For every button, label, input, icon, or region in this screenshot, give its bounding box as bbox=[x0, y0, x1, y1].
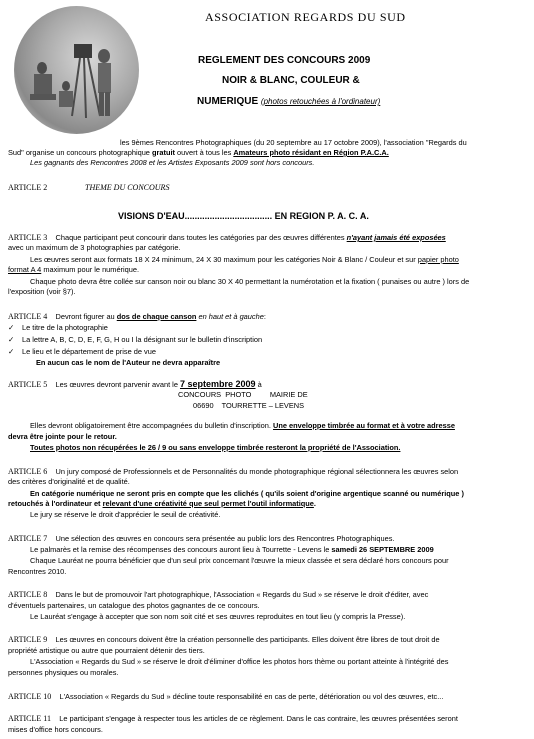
article-3-label: ARTICLE 3 bbox=[8, 233, 48, 242]
article-5-date: 7 septembre 2009 bbox=[179, 379, 256, 389]
article-9-line-3: L'Association « Regards du Sud » se réserve le droit d'éliminer d'office les photos hors thème ou portant atteinte à l'intégrité des bbox=[30, 657, 449, 666]
article-10-text: L'Association « Regards du Sud » décline toute responsabilité en cas de perte, détérioration ou vol des œuvres, etc... bbox=[59, 692, 444, 701]
article-7-ceremony: Le palmarès et la remise des récompenses des concours auront lieu à Tourrette - Levens le bbox=[30, 545, 332, 554]
check-icon: ✓ bbox=[8, 335, 15, 344]
article-4-line-1 bbox=[8, 312, 528, 323]
article-8-label: ARTICLE 8 bbox=[8, 590, 48, 599]
article-5-address-2: 06690 TOURRETTE – LEVENS bbox=[193, 401, 305, 410]
article-3-line-5: Chaque photo devra être collée sur canson noir ou blanc 30 X 40 permettant la numérotation et la fixation ( punaises ou autre ) lors de bbox=[30, 277, 470, 286]
article-5-a: à bbox=[255, 380, 262, 389]
article-7-date: samedi 26 SEPTEMBRE 2009 bbox=[331, 545, 434, 554]
article-4-item-text: Le lieu et le département de prise de vue bbox=[22, 347, 156, 356]
article-3-line-1 bbox=[8, 233, 528, 244]
article-11-line-2: mises d'office hors concours. bbox=[8, 725, 103, 734]
article-2-label: ARTICLE 2 bbox=[8, 183, 48, 192]
article-5-line-4: Toutes photos non récupérées le 26 / 9 ou sans enveloppe timbrée resteront la propriété de l'Association. bbox=[30, 443, 401, 452]
article-3-line-6: l'exposition (voir §7). bbox=[8, 287, 76, 296]
article-5-line-1 bbox=[8, 379, 528, 391]
title-line-3 bbox=[197, 96, 380, 107]
intro-line-3: Les gagnants des Rencontres 2008 et les Artistes Exposants 2009 sont hors concours. bbox=[30, 158, 315, 167]
article-3-format-a4: format A 4 bbox=[8, 265, 42, 274]
intro-line-1: les 9èmes Rencontres Photographiques (du 20 septembre au 17 octobre 2009), l'association "Regards du bbox=[120, 138, 467, 147]
article-7-line-3: Chaque Lauréat ne pourra bénéficier que d'un seul prix concernant l'œuvre la mieux classée et sera déclaré hors concours pour bbox=[30, 556, 449, 565]
title-line-3-text: NUMERIQUE bbox=[197, 96, 259, 107]
article-2-theme: THEME DU CONCOURS bbox=[85, 183, 170, 192]
article-9-line-2: propriété artistique ou autre que pourraient détenir des tiers. bbox=[8, 646, 205, 655]
article-4-text: Devront figurer au bbox=[55, 312, 117, 321]
article-10-line-1 bbox=[8, 692, 528, 703]
article-7-text: Une sélection des œuvres en concours sera présentée au public lors des Rencontres Photographiques. bbox=[55, 534, 395, 543]
article-5-address-1: CONCOURS PHOTO MAIRIE DE bbox=[178, 390, 308, 399]
article-8-text: Dans le but de promouvoir l'art photographique, l'Association « Regards du Sud » se réserve le droit d'éditer, avec bbox=[55, 590, 429, 599]
article-4-item-3 bbox=[8, 347, 528, 358]
article-4-item-1 bbox=[8, 323, 528, 334]
article-3-never-exhibited: n'ayant jamais été exposées bbox=[346, 233, 446, 242]
article-9-label: ARTICLE 9 bbox=[8, 635, 48, 644]
article-3-line-3 bbox=[8, 255, 534, 266]
article-9-text: Les œuvres en concours doivent être la création personnelle des participants. Elles doivent être libres de tout droit de bbox=[55, 635, 440, 644]
article-7-label: ARTICLE 7 bbox=[8, 534, 48, 543]
article-5-envelope: Une enveloppe timbrée au format et à votre adresse bbox=[272, 421, 455, 430]
contest-theme-title: VISIONS D'EAU................................... EN REGION P. A. C. A. bbox=[118, 211, 369, 221]
article-6-line-3: En catégorie numérique ne seront pris en compte que les clichés ( qu'ils soient d'origine argentique scanné ou numérique ) bbox=[30, 489, 464, 498]
article-6-period: . bbox=[313, 499, 316, 508]
article-4-back: dos de chaque canson bbox=[116, 312, 197, 321]
article-6-line-1 bbox=[8, 467, 528, 478]
article-4-colon: : bbox=[263, 312, 266, 321]
article-8-line-2: d'éventuels partenaires, un catalogue des photos gagnantes de ce concours. bbox=[8, 601, 260, 610]
association-name: ASSOCIATION REGARDS DU SUD bbox=[205, 10, 406, 24]
title-line-3-subtitle: (photos retouchées à l'ordinateur) bbox=[260, 97, 381, 106]
intro-text-2: ouvert à tous les bbox=[174, 148, 234, 157]
check-icon: ✓ bbox=[8, 323, 15, 332]
article-10-label: ARTICLE 10 bbox=[8, 692, 52, 701]
article-7-line-2 bbox=[8, 545, 534, 556]
article-4-item-text: Le titre de la photographie bbox=[22, 323, 108, 332]
article-6-retouched: retouchés à l'ordinateur et bbox=[8, 499, 103, 508]
article-3-formats: Les œuvres seront aux formats 18 X 24 minimum, 24 X 30 maximum pour les catégories Noir & Blanc / Couleur et sur bbox=[30, 255, 418, 264]
title-line-1: REGLEMENT DES CONCOURS 2009 bbox=[198, 55, 371, 66]
article-3-line-4 bbox=[8, 265, 528, 276]
article-4-item-2 bbox=[8, 335, 528, 346]
article-8-line-3: Le Lauréat s'engage à accepter que son nom soit cité et ses œuvres reproduites en tout lieu (y compris la Presse). bbox=[30, 612, 406, 621]
article-4-warning: En aucun cas le nom de l'Auteur ne devra apparaître bbox=[36, 358, 221, 367]
intro-text: Sud" organise un concours photographique bbox=[8, 148, 152, 157]
article-11-label: ARTICLE 11 bbox=[8, 714, 51, 723]
intro-line-2 bbox=[8, 148, 528, 159]
article-6-line-2: des critères d'originalité et de qualité. bbox=[8, 477, 130, 486]
article-6-line-5: Le jury se réserve le droit d'apprécier le seuil de créativité. bbox=[30, 510, 221, 519]
article-9-line-1 bbox=[8, 635, 528, 646]
article-5-line-2 bbox=[8, 421, 534, 432]
header-photo bbox=[14, 6, 139, 134]
article-3-text: Chaque participant peut concourir dans toutes les catégories par des œuvres différentes bbox=[55, 233, 347, 242]
article-11-line-1 bbox=[8, 714, 528, 725]
article-4-position: en haut et à gauche bbox=[196, 312, 264, 321]
article-11-text: Le participant s'engage à respecter tous les articles de ce règlement. Dans le cas contraire, les œuvres présentées seront bbox=[59, 714, 458, 723]
photographer-image bbox=[14, 6, 139, 134]
article-6-line-4 bbox=[8, 499, 528, 510]
article-5-bulletin: Elles devront obligatoirement être accompagnées du bulletin d'inscription. bbox=[30, 421, 273, 430]
article-4-item-text: La lettre A, B, C, D, E, F, G, H ou I la désignant sur le bulletin d'inscription bbox=[22, 335, 263, 344]
article-7-line-1 bbox=[8, 534, 528, 545]
article-5-line-3: devra être jointe pour le retour. bbox=[8, 432, 117, 441]
article-8-line-1 bbox=[8, 590, 528, 601]
article-3-papier-photo: papier photo bbox=[417, 255, 459, 264]
article-6-label: ARTICLE 6 bbox=[8, 467, 48, 476]
article-4-label: ARTICLE 4 bbox=[8, 312, 48, 321]
article-9-line-4: personnes physiques ou morales. bbox=[8, 668, 119, 677]
title-line-2: NOIR & BLANC, COULEUR & bbox=[222, 75, 360, 86]
article-6-text: Un jury composé de Professionnels et de Personnalités du monde photographique régional sélectionnera les œuvres selon bbox=[55, 467, 459, 476]
article-5-label: ARTICLE 5 bbox=[8, 380, 48, 389]
article-7-line-4: Rencontres 2010. bbox=[8, 567, 67, 576]
article-3-numeric: maximum pour le numérique. bbox=[41, 265, 140, 274]
intro-gratuit: gratuit bbox=[151, 148, 175, 157]
article-5-text: Les œuvres devront parvenir avant le bbox=[55, 380, 180, 389]
article-3-line-2: avec un maximum de 3 photographies par catégorie. bbox=[8, 243, 181, 252]
check-icon: ✓ bbox=[8, 347, 15, 356]
article-6-creativity: relevant d'une créativité que seul permet l'outil informatique bbox=[102, 499, 314, 508]
intro-eligibility: Amateurs photo résidant en Région P.A.C.A. bbox=[233, 148, 389, 157]
